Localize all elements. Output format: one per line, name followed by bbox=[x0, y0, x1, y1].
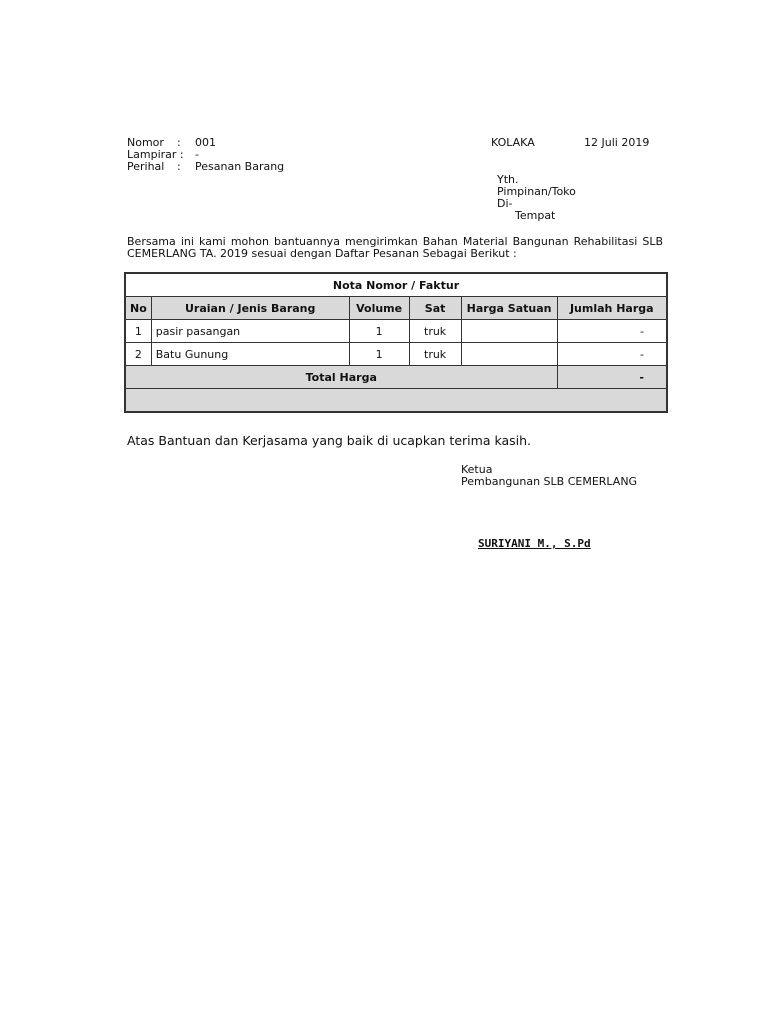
cell-harga bbox=[461, 343, 557, 366]
cell-no: 2 bbox=[125, 343, 151, 366]
recipient-line4: Tempat bbox=[515, 209, 556, 222]
cell-sat: truk bbox=[409, 320, 461, 343]
perihal-colon: : bbox=[177, 160, 181, 173]
recipient-line3: Di- bbox=[497, 197, 513, 210]
col-header-volume: Volume bbox=[349, 297, 409, 320]
blank-cell bbox=[125, 389, 667, 413]
perihal-value: Pesanan Barang bbox=[195, 160, 285, 173]
table-header-row bbox=[125, 297, 667, 320]
table-title: Nota Nomor / Faktur bbox=[125, 273, 667, 297]
total-value: - bbox=[557, 366, 667, 389]
signature-role-line1: Ketua bbox=[461, 463, 493, 476]
table-row bbox=[125, 343, 667, 366]
perihal-label: Perihal bbox=[127, 160, 165, 173]
col-header-sat: Sat bbox=[409, 297, 461, 320]
date: 12 Juli 2019 bbox=[584, 136, 650, 149]
cell-jumlah: - bbox=[557, 320, 667, 343]
col-header-harga: Harga Satuan bbox=[461, 297, 557, 320]
cell-no: 1 bbox=[125, 320, 151, 343]
cell-harga bbox=[461, 320, 557, 343]
cell-jumlah: - bbox=[557, 343, 667, 366]
col-header-jumlah: Jumlah Harga bbox=[557, 297, 667, 320]
recipient-line2: Pimpinan/Toko bbox=[497, 185, 576, 198]
table-row bbox=[125, 320, 667, 343]
recipient-line1: Yth. bbox=[497, 173, 519, 186]
total-row bbox=[125, 366, 667, 389]
intro-paragraph: Bersama ini kami mohon bantuannya mengirimkan Bahan Material Bangunan Rehabilitasi SLB CEMERLANG TA. 2019 sesuai dengan Daftar Pesanan Sebagai Berikut : bbox=[127, 235, 663, 260]
signature-name: SURIYANI M., S.Pd bbox=[478, 537, 591, 550]
cell-sat: truk bbox=[409, 343, 461, 366]
col-header-item: Uraian / Jenis Barang bbox=[151, 297, 349, 320]
order-table bbox=[124, 272, 668, 413]
nomor-value: 001 bbox=[195, 136, 216, 149]
cell-item: pasir pasangan bbox=[151, 320, 349, 343]
lampiran-value: - bbox=[195, 148, 199, 161]
cell-volume: 1 bbox=[349, 320, 409, 343]
blank-row bbox=[125, 389, 667, 413]
nomor-colon: : bbox=[177, 136, 181, 149]
lampiran-label: Lampirar : bbox=[127, 148, 184, 161]
city: KOLAKA bbox=[491, 136, 535, 149]
signature-role-line2: Pembangunan SLB CEMERLANG bbox=[461, 475, 638, 488]
total-label: Total Harga bbox=[125, 366, 557, 389]
perihal-line bbox=[127, 161, 284, 173]
cell-item: Batu Gunung bbox=[151, 343, 349, 366]
nomor-label: Nomor bbox=[127, 136, 164, 149]
cell-volume: 1 bbox=[349, 343, 409, 366]
closing-text: Atas Bantuan dan Kerjasama yang baik di ucapkan terima kasih. bbox=[127, 433, 532, 448]
table-title-row bbox=[125, 273, 667, 297]
col-header-no: No bbox=[125, 297, 151, 320]
